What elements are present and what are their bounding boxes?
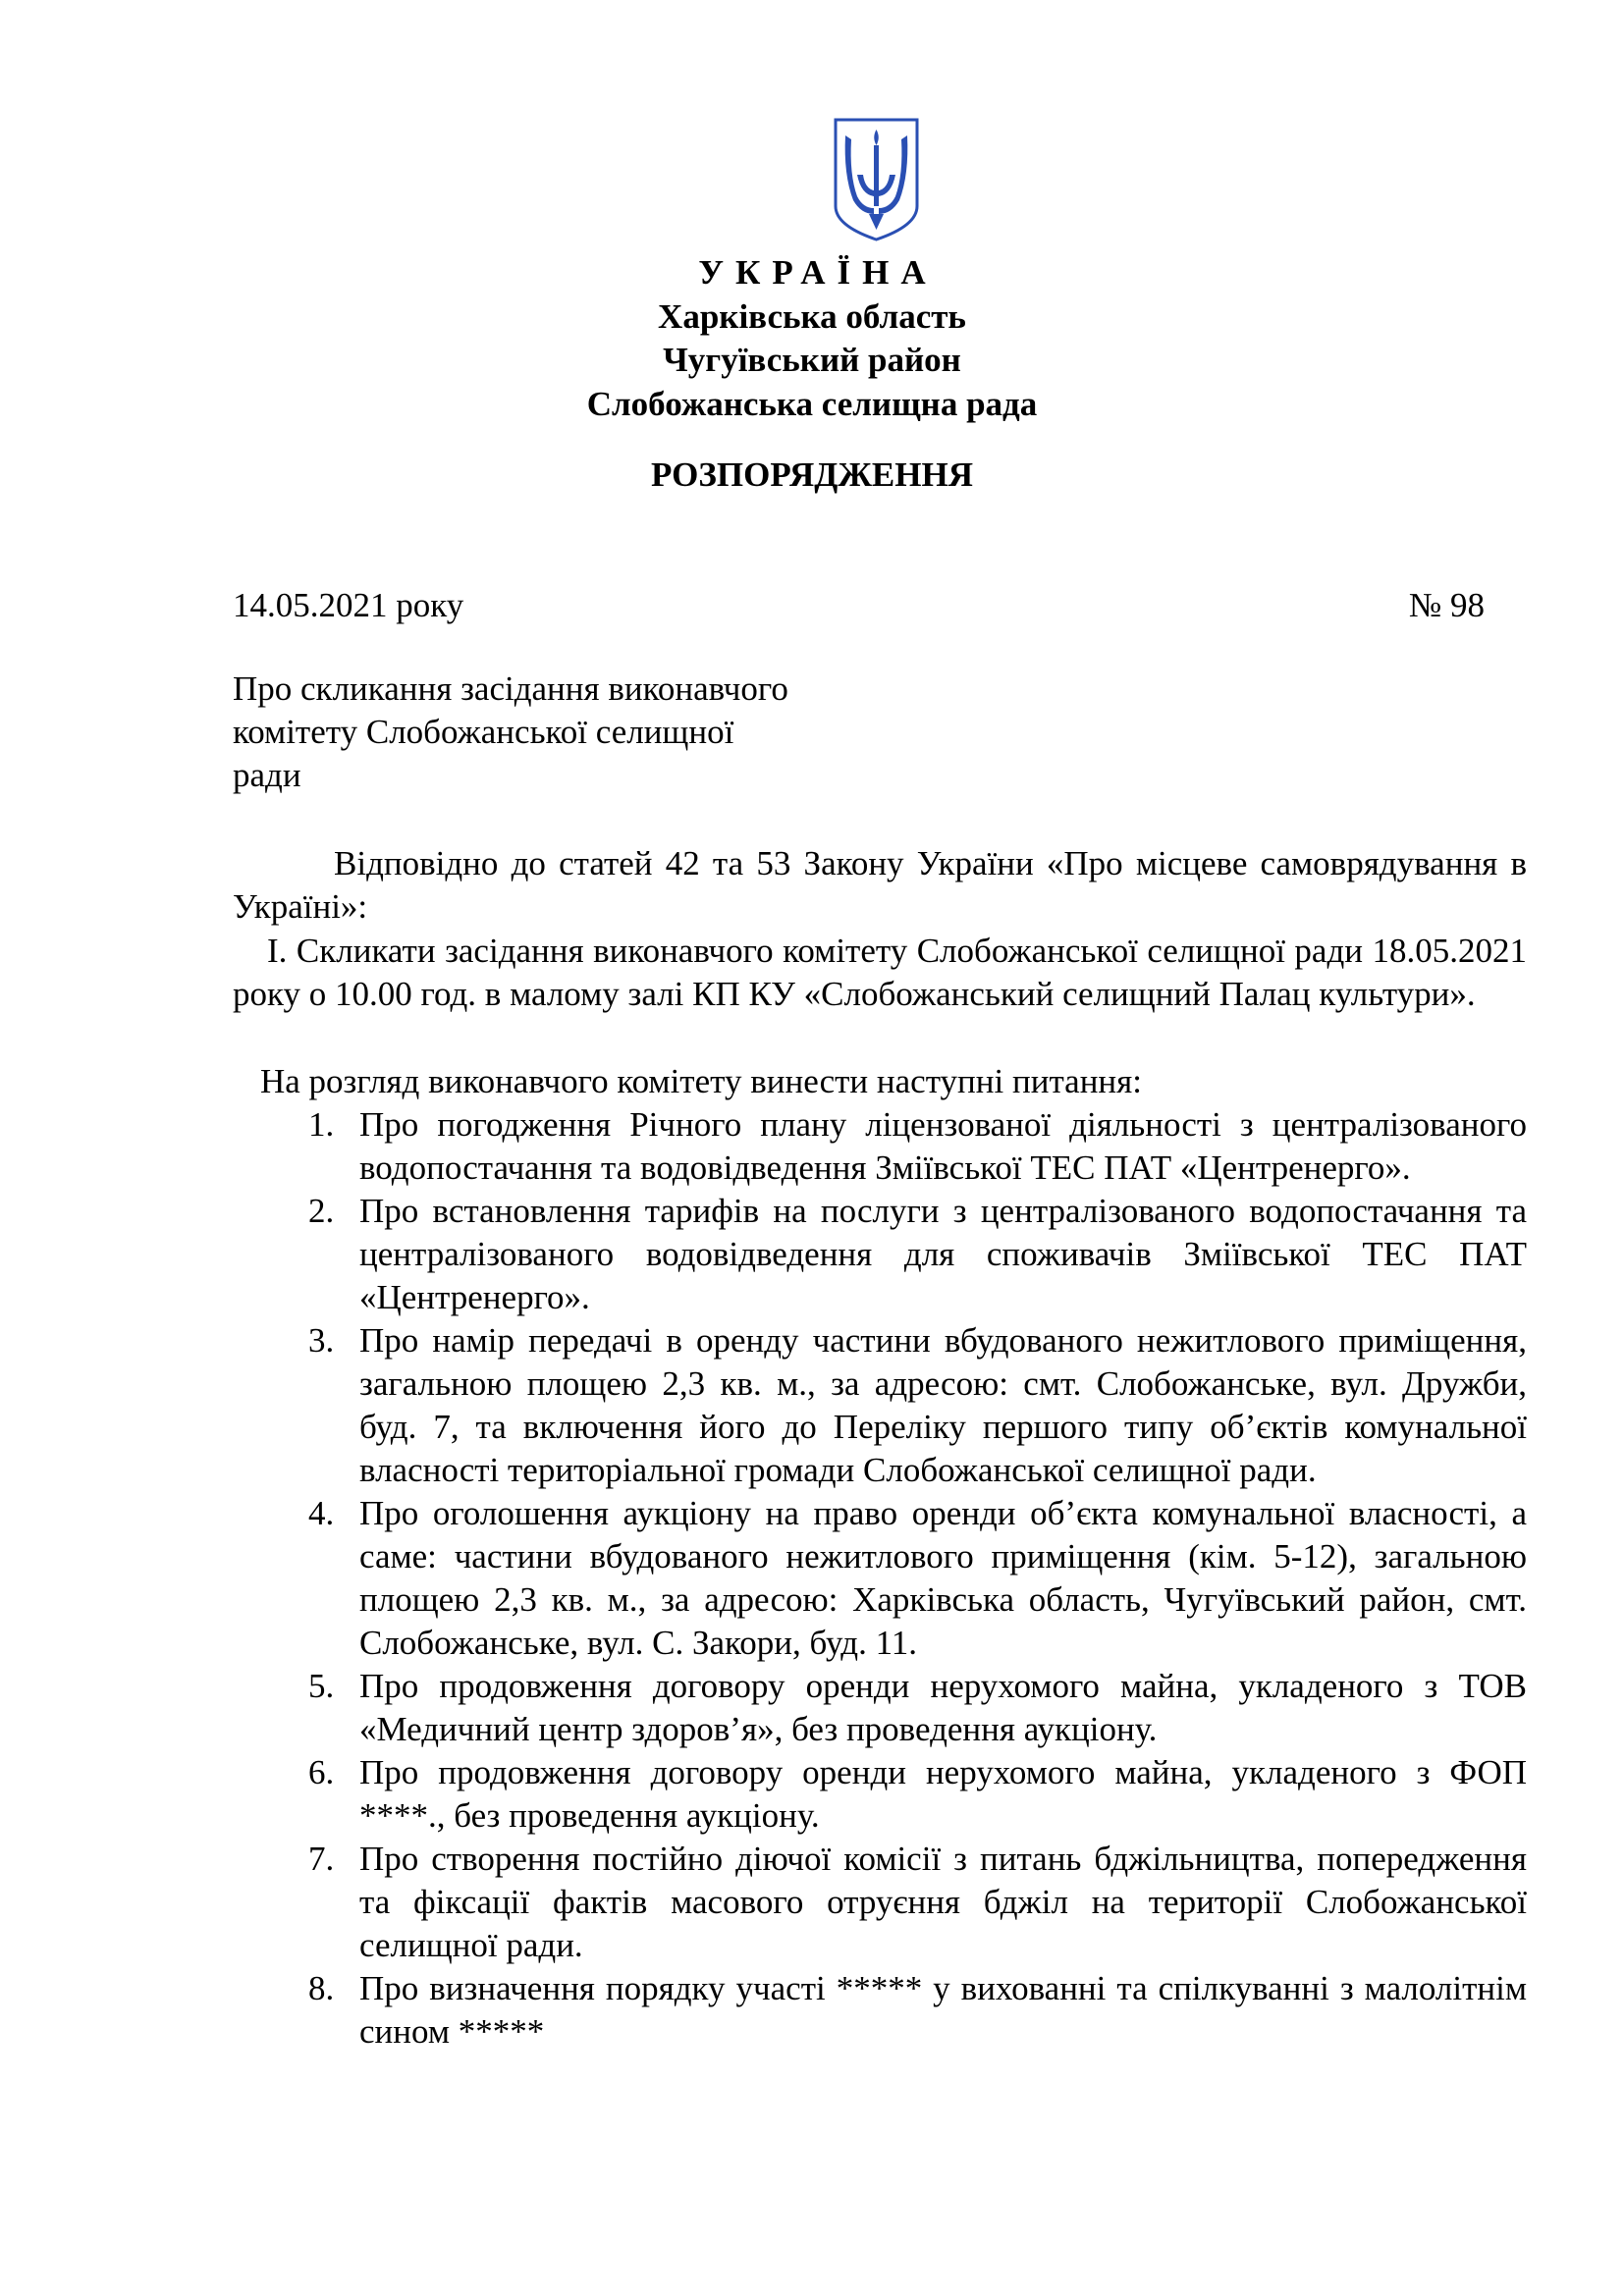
agenda-item xyxy=(233,1319,1527,1492)
intro-paragraph: Відповідно до статей 42 та 53 Закону України «Про місцеве самоврядування в Україні»: xyxy=(233,844,1527,926)
coat-of-arms-trident-icon xyxy=(832,116,921,243)
agenda-item-number: 7. xyxy=(308,1840,335,1878)
agenda-item-text: Про намір передачі в оренду частини вбудованого нежитлового приміщення, загальною площею 2,3 кв. м., за адресою: смт. Слобожанське, вул. Дружби, буд. 7, та включення його до Переліку першого типу об’єктів комунальної власності територіальної громади Слобожанської селищної ради. xyxy=(359,1321,1527,1489)
document-date: 14.05.2021 року xyxy=(233,586,464,624)
subject-line: ради xyxy=(233,756,301,794)
decision-paragraph: І. Скликати засідання виконавчого комітету Слобожанської селищної ради 18.05.2021 року о 10.00 год. в малому залі КП КУ «Слобожанський селищний Палац культури». xyxy=(233,932,1527,1013)
agenda-item-number: 2. xyxy=(308,1192,335,1230)
agenda-item xyxy=(233,1967,1527,2054)
agenda-item-number: 5. xyxy=(308,1667,335,1705)
document-type-title: РОЗПОРЯДЖЕННЯ xyxy=(651,455,973,494)
agenda-item-text: Про погодження Річного плану ліцензованої діяльності з централізованого водопостачання та водовідведення Зміївської ТЕС ПАТ «Центренерго». xyxy=(359,1105,1527,1187)
agenda-item-text: Про продовження договору оренди нерухомого майна, укладеного з ФОП ****., без проведення аукціону. xyxy=(359,1753,1527,1835)
agenda-item xyxy=(233,1838,1527,1967)
agenda-intro: На розгляд виконавчого комітету винести наступні питання: xyxy=(260,1062,1142,1100)
agenda-item-number: 6. xyxy=(308,1753,335,1791)
agenda-item-text: Про створення постійно діючої комісії з питань бджільництва, попередження та фіксації фактів масового отруєння бджіл на території Слобожанської селищної ради. xyxy=(359,1840,1527,1964)
agenda-item-number: 3. xyxy=(308,1321,335,1360)
agenda-item xyxy=(233,1103,1527,1190)
agenda-item xyxy=(233,1665,1527,1751)
agenda-item-text: Про визначення порядку участі ***** у вихованні та спілкуванні з малолітнім сином ***** xyxy=(359,1969,1527,2051)
agenda-item xyxy=(233,1190,1527,1319)
agenda-item-text: Про встановлення тарифів на послуги з централізованого водопостачання та централізованого водовідведення для споживачів Зміївської ТЕС ПАТ «Центренерго». xyxy=(359,1192,1527,1316)
country-heading: УКРАЇНА xyxy=(698,253,938,292)
document-number: № 98 xyxy=(1408,586,1485,624)
subject-line: Про скликання засідання виконавчого xyxy=(233,669,788,708)
agenda-item-number: 1. xyxy=(308,1105,335,1144)
agenda-item-number: 4. xyxy=(308,1494,335,1532)
agenda-item-text: Про оголошення аукціону на право оренди об’єкта комунальної власності, а саме: частини вбудованого нежитлового приміщення (кім. 5-12), загальною площею 2,3 кв. м., за адресою: Харківська область, Чугуївський район, смт. Слобожанське, вул. С. Закори, буд. 11. xyxy=(359,1494,1527,1662)
oblast-heading: Харківська область xyxy=(658,297,966,336)
agenda-list xyxy=(233,1103,1527,2054)
document-subject xyxy=(233,667,861,797)
agenda-item-number: 8. xyxy=(308,1969,335,2007)
raion-heading: Чугуївський район xyxy=(663,341,961,379)
subject-line: комітету Слобожанської селищної xyxy=(233,713,734,751)
agenda-item-text: Про продовження договору оренди нерухомого майна, укладеного з ТОВ «Медичний центр здоров’я», без проведення аукціону. xyxy=(359,1667,1527,1748)
council-heading: Слобожанська селищна рада xyxy=(586,385,1038,423)
agenda-item xyxy=(233,1492,1527,1665)
agenda-item xyxy=(233,1751,1527,1838)
